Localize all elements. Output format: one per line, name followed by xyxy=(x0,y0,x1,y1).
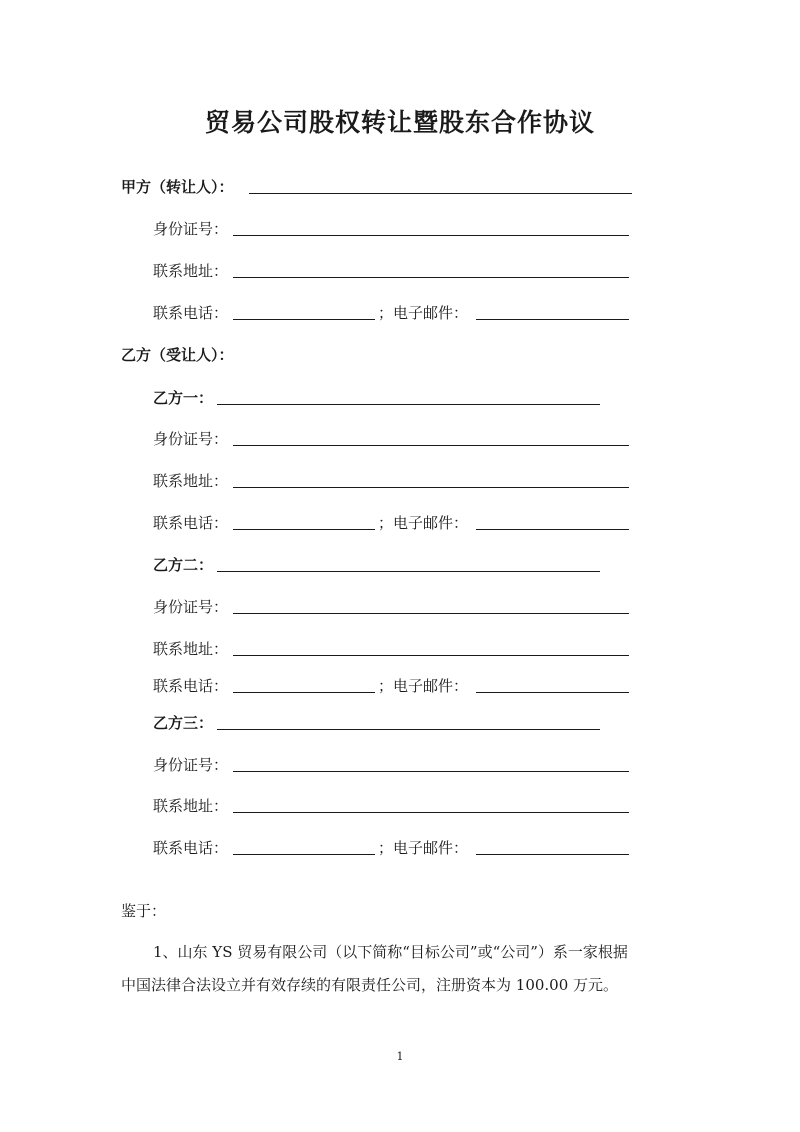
document-title: 贸易公司股权转让暨股东合作协议 xyxy=(204,108,595,137)
party-a-heading: 甲方（转让人）： xyxy=(121,178,234,196)
party-a-address-field[interactable] xyxy=(233,277,629,278)
party-b3-email-row xyxy=(378,838,468,858)
party-b1-label: 乙方一： xyxy=(153,389,214,407)
party-b3-row xyxy=(153,713,213,733)
party-a-id-field[interactable] xyxy=(233,235,629,236)
party-b2-id-label: 身份证号： xyxy=(153,598,229,616)
party-b2-row xyxy=(153,555,213,575)
party-b1-email-field[interactable] xyxy=(476,529,629,530)
party-b2-email-field[interactable] xyxy=(476,692,629,693)
party-b1-phone-label: 联系电话： xyxy=(153,514,229,532)
party-b3-address-label: 联系地址： xyxy=(153,797,229,815)
party-b2-phone-label: 联系电话： xyxy=(153,677,229,695)
party-a-id-row xyxy=(153,219,228,239)
party-a-address-label: 联系地址： xyxy=(153,262,229,280)
party-b-heading: 乙方（受让人）： xyxy=(121,346,234,364)
party-b3-phone-label: 联系电话： xyxy=(153,839,229,857)
party-b2-address-label: 联系地址： xyxy=(153,640,229,658)
whereas-clause-1-line-2: 中国法律合法设立并有效存续的有限责任公司，注册资本为 100.00 万元。 xyxy=(121,976,619,994)
party-b1-phone-row xyxy=(153,513,228,533)
party-b1-address-field[interactable] xyxy=(233,487,629,488)
party-b2-address-field[interactable] xyxy=(233,655,629,656)
party-b1-email-row xyxy=(378,513,468,533)
party-a-id-label: 身份证号： xyxy=(153,220,229,238)
party-b3-label: 乙方三： xyxy=(153,714,214,732)
party-b2-id-row xyxy=(153,597,228,617)
party-b2-phone-row xyxy=(153,676,228,696)
party-b3-id-field[interactable] xyxy=(233,771,629,772)
party-b2-id-field[interactable] xyxy=(233,613,629,614)
party-b3-address-field[interactable] xyxy=(233,812,629,813)
party-b-heading-row xyxy=(121,345,234,365)
party-b1-name-field[interactable] xyxy=(217,404,600,405)
party-a-email-field[interactable] xyxy=(476,319,629,320)
party-b3-phone-row xyxy=(153,838,228,858)
party-b2-address-row xyxy=(153,639,228,659)
party-a-name-field[interactable] xyxy=(249,193,632,194)
party-b2-email-label: ；电子邮件： xyxy=(378,677,469,695)
party-b1-email-label: ；电子邮件： xyxy=(378,514,469,532)
whereas-clause-1-line-1: 1、山东 YS 贸易有限公司（以下简称“目标公司”或“公司”）系一家根据 xyxy=(153,943,628,961)
party-a-address-row xyxy=(153,261,228,281)
party-b1-id-field[interactable] xyxy=(233,445,629,446)
party-b1-id-label: 身份证号： xyxy=(153,430,229,448)
whereas-heading: 鉴于： xyxy=(121,902,167,920)
party-b1-address-row xyxy=(153,471,228,491)
party-b3-id-row xyxy=(153,755,228,775)
party-a-email-label: ；电子邮件： xyxy=(378,304,469,322)
party-b2-email-row xyxy=(378,676,468,696)
party-a-email-row xyxy=(378,303,468,323)
party-b1-row xyxy=(153,388,213,408)
page-number: 1 xyxy=(396,1050,404,1063)
party-b3-address-row xyxy=(153,796,228,816)
party-b3-phone-field[interactable] xyxy=(233,854,375,855)
party-b2-name-field[interactable] xyxy=(217,571,600,572)
party-b3-email-label: ；电子邮件： xyxy=(378,839,469,857)
party-b3-email-field[interactable] xyxy=(476,854,629,855)
party-b3-name-field[interactable] xyxy=(217,729,600,730)
party-b1-id-row xyxy=(153,429,228,449)
party-a-phone-field[interactable] xyxy=(233,319,375,320)
party-a-heading-row xyxy=(121,177,234,197)
party-b3-id-label: 身份证号： xyxy=(153,756,229,774)
party-b1-phone-field[interactable] xyxy=(233,529,375,530)
party-b2-phone-field[interactable] xyxy=(233,692,375,693)
party-b1-address-label: 联系地址： xyxy=(153,472,229,490)
party-a-phone-row xyxy=(153,303,228,323)
party-b2-label: 乙方二： xyxy=(153,556,214,574)
party-a-phone-label: 联系电话： xyxy=(153,304,229,322)
